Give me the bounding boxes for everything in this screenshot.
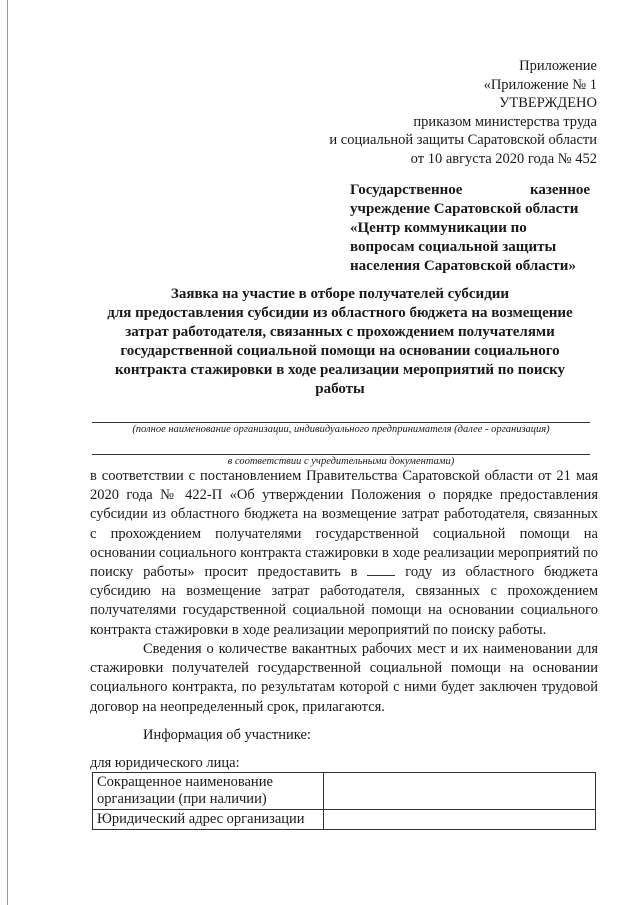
table-cell-value[interactable] (324, 810, 596, 830)
paragraph-text: в соответствии с постановлением Правительства Саратовской области от 21 мая 2020 года № 422-П «Об утверждении Положения о порядке предоставления субсидии из областного бюджета на возмещение затрат работодателя, связанных с прохождением получателями государственной социальной помощи на основании социального контракта стажировки в ходе реализации мероприятий по поиску работы» просит предоставить в (90, 468, 598, 581)
header-line: Приложение (519, 58, 597, 74)
header-line: приказом министерства труда (413, 113, 597, 130)
addressee-line: «Центр коммуникации по (350, 220, 527, 236)
table-cell-label: Юридический адрес организации (93, 810, 324, 830)
year-blank-field[interactable] (367, 563, 395, 576)
document-title (80, 285, 600, 399)
addressee-word: Государственное (350, 182, 463, 198)
addressee-line: населения Саратовской области» (350, 258, 576, 274)
org-name-hint: (полное наименование организации, индивидуального предпринимателя (далее - организация) (132, 424, 550, 435)
title-line: для предоставления субсидии из областного бюджета на возмещение (107, 305, 573, 321)
addressee-line: учреждение Саратовской области (350, 201, 579, 217)
addressee-line (350, 181, 590, 200)
table-cell-value[interactable] (324, 773, 596, 810)
paragraph-text: году из областного бюджета субсидию на возмещение затрат работодателя, связанных с прохождением получателями государственной социальной помощи на основании социального контракта стажировки в ходе реализации мероприятий по поиску работы. (90, 564, 599, 638)
header-line: «Приложение № 1 (483, 76, 597, 93)
scan-edge-line (7, 0, 8, 905)
request-paragraph (90, 467, 598, 640)
title-line: затрат работодателя, связанных с прохождением получателями (125, 324, 555, 340)
title-line: Заявка на участие в отборе получателей субсидии (170, 286, 510, 302)
approval-header (329, 57, 597, 168)
header-line: и социальной защиты Саратовской области (329, 132, 597, 148)
addressee-line: вопросам социальной защиты (350, 239, 557, 255)
docs-fill-line[interactable] (92, 454, 590, 455)
paragraph-text: Сведения о количестве вакантных рабочих мест и их наименовании для стажировки получателей государственной социальной помощи на основании социального контракта, по результатам которой с ними будет заключен трудовой договор на неопределенный срок, прилагаются. (90, 641, 598, 715)
vacancies-paragraph (90, 640, 598, 717)
addressee-block (350, 181, 590, 276)
org-name-fill-line[interactable] (92, 422, 590, 423)
title-line: контракта стажировки в ходе реализации мероприятий по поиску (114, 362, 566, 378)
header-line: от 10 августа 2020 года № 452 (410, 150, 597, 167)
addressee-word: казенное (529, 182, 590, 198)
header-line: УТВЕРЖДЕНО (499, 95, 597, 111)
participant-info-label: Информация об участнике: (143, 727, 311, 743)
title-line: государственной социальной помощи на основании социального (120, 343, 560, 359)
participant-info-table (92, 772, 596, 830)
title-line: работы (315, 381, 365, 397)
table-row (93, 810, 596, 830)
legal-entity-label: для юридического лица: (90, 755, 240, 771)
table-cell-label: Сокращенное наименование организации (при наличии) (93, 773, 324, 810)
docs-hint: в соответствии с учредительными документами) (227, 456, 455, 467)
table-row (93, 773, 596, 810)
